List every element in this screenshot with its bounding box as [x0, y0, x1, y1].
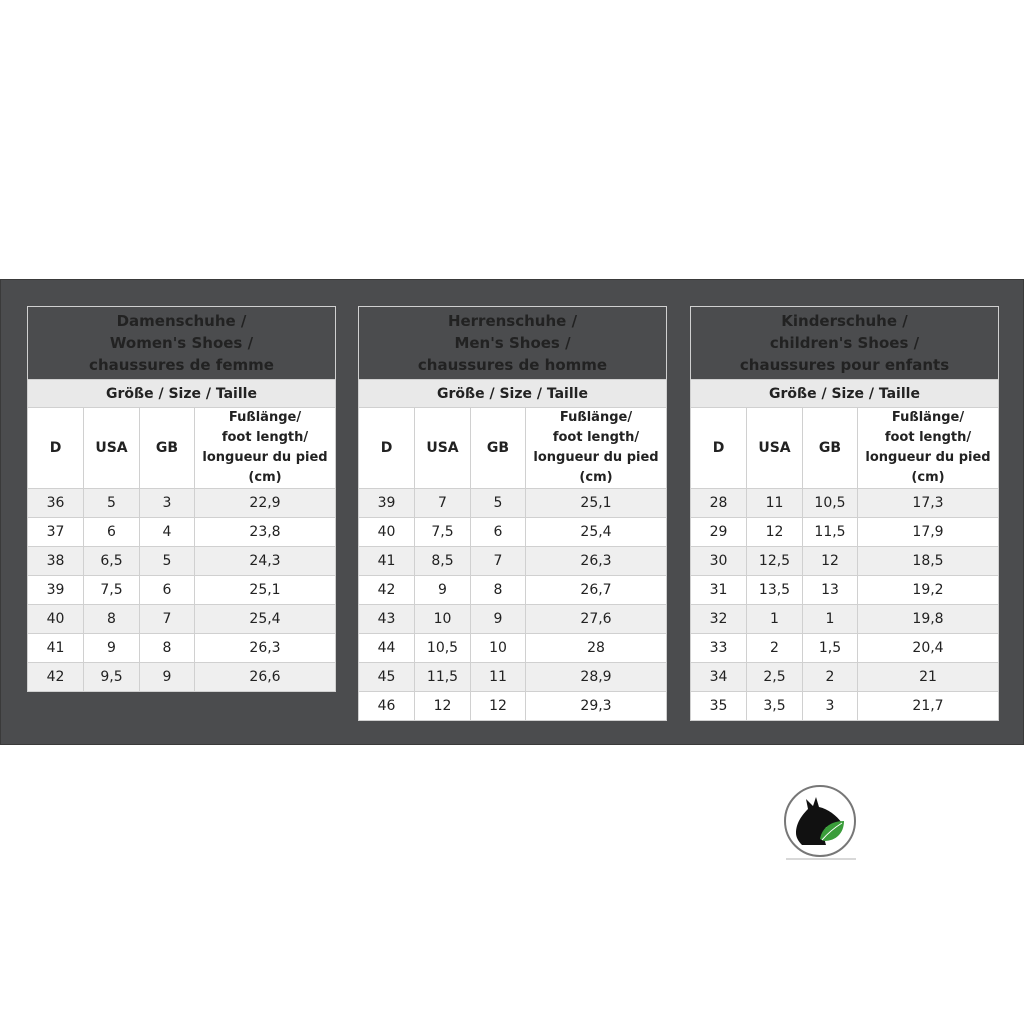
table-cell: 39 — [359, 489, 415, 518]
table-cell: 12 — [803, 547, 858, 576]
column-header: USA — [747, 408, 803, 489]
table-cell: 35 — [691, 692, 747, 721]
table-cell: 45 — [359, 663, 415, 692]
table-cell: 9 — [471, 605, 526, 634]
table-cell: 40 — [28, 605, 84, 634]
table-row — [359, 547, 667, 576]
table-cell: 30 — [691, 547, 747, 576]
table-cell: 19,2 — [858, 576, 999, 605]
table-cell: 6 — [471, 518, 526, 547]
table-cell: 1 — [747, 605, 803, 634]
column-header: Fußlänge/ foot length/ longueur du pied (cm) — [526, 408, 667, 489]
table-cell: 5 — [84, 489, 140, 518]
table-cell: 26,3 — [195, 634, 336, 663]
table-cell: 23,8 — [195, 518, 336, 547]
table-cell: 46 — [359, 692, 415, 721]
table-cell: 12 — [415, 692, 471, 721]
table-cell: 28 — [526, 634, 667, 663]
table-row — [28, 576, 336, 605]
column-header: GB — [471, 408, 526, 489]
table-cell: 8 — [471, 576, 526, 605]
table-cell: 17,9 — [858, 518, 999, 547]
table-cell: 2 — [747, 634, 803, 663]
table-cell: 6 — [140, 576, 195, 605]
table-cell: 44 — [359, 634, 415, 663]
column-header: GB — [803, 408, 858, 489]
table-cell: 9 — [140, 663, 195, 692]
women-size-table — [27, 306, 336, 692]
horse-head-leaf-icon — [786, 787, 854, 855]
table-row — [28, 605, 336, 634]
table-cell: 5 — [140, 547, 195, 576]
table-cell: 10 — [471, 634, 526, 663]
table-row — [691, 692, 999, 721]
table-cell: 21 — [858, 663, 999, 692]
size-subheader: Größe / Size / Taille — [691, 380, 999, 408]
table-cell: 7 — [415, 489, 471, 518]
table-row — [359, 489, 667, 518]
table-cell: 42 — [359, 576, 415, 605]
table-cell: 7 — [471, 547, 526, 576]
men-table-title: Herrenschuhe / Men's Shoes / chaussures de homme — [359, 307, 667, 380]
table-row — [359, 692, 667, 721]
table-cell: 38 — [28, 547, 84, 576]
table-row — [691, 576, 999, 605]
table-cell: 39 — [28, 576, 84, 605]
table-cell: 1,5 — [803, 634, 858, 663]
table-cell: 34 — [691, 663, 747, 692]
table-cell: 8 — [140, 634, 195, 663]
table-cell: 11,5 — [415, 663, 471, 692]
table-cell: 2,5 — [747, 663, 803, 692]
table-row — [28, 547, 336, 576]
table-cell: 29 — [691, 518, 747, 547]
table-cell: 24,3 — [195, 547, 336, 576]
size-chart-panel — [0, 279, 1024, 745]
table-cell: 25,4 — [195, 605, 336, 634]
table-row — [28, 489, 336, 518]
table-cell: 2 — [803, 663, 858, 692]
table-cell: 4 — [140, 518, 195, 547]
table-cell: 41 — [28, 634, 84, 663]
table-cell: 41 — [359, 547, 415, 576]
table-cell: 8,5 — [415, 547, 471, 576]
table-cell: 3,5 — [747, 692, 803, 721]
table-cell: 12,5 — [747, 547, 803, 576]
table-cell: 37 — [28, 518, 84, 547]
table-row — [28, 518, 336, 547]
table-cell: 7 — [140, 605, 195, 634]
table-cell: 18,5 — [858, 547, 999, 576]
table-cell: 32 — [691, 605, 747, 634]
table-cell: 13,5 — [747, 576, 803, 605]
table-row — [691, 605, 999, 634]
table-cell: 3 — [803, 692, 858, 721]
logo-underline — [786, 858, 856, 860]
table-cell: 10,5 — [415, 634, 471, 663]
column-header: D — [28, 408, 84, 489]
table-row — [691, 634, 999, 663]
table-row — [691, 663, 999, 692]
table-cell: 28 — [691, 489, 747, 518]
column-header: USA — [84, 408, 140, 489]
table-cell: 11,5 — [803, 518, 858, 547]
table-cell: 6 — [84, 518, 140, 547]
table-cell: 7,5 — [84, 576, 140, 605]
column-header: D — [691, 408, 747, 489]
table-cell: 33 — [691, 634, 747, 663]
table-cell: 9,5 — [84, 663, 140, 692]
horse-logo-icon — [784, 785, 856, 857]
table-cell: 17,3 — [858, 489, 999, 518]
table-cell: 7,5 — [415, 518, 471, 547]
table-row — [691, 547, 999, 576]
table-cell: 25,1 — [195, 576, 336, 605]
table-cell: 25,1 — [526, 489, 667, 518]
table-cell: 10 — [415, 605, 471, 634]
table-cell: 12 — [471, 692, 526, 721]
table-cell: 31 — [691, 576, 747, 605]
table-cell: 10,5 — [803, 489, 858, 518]
table-row — [359, 576, 667, 605]
table-cell: 8 — [84, 605, 140, 634]
women-table-title: Damenschuhe / Women's Shoes / chaussures de femme — [28, 307, 336, 380]
table-row — [28, 634, 336, 663]
table-cell: 11 — [747, 489, 803, 518]
table-cell: 25,4 — [526, 518, 667, 547]
table-cell: 26,7 — [526, 576, 667, 605]
table-cell: 26,6 — [195, 663, 336, 692]
table-cell: 13 — [803, 576, 858, 605]
table-row — [359, 605, 667, 634]
table-row — [691, 489, 999, 518]
men-size-table — [358, 306, 667, 721]
table-row — [359, 634, 667, 663]
table-row — [359, 518, 667, 547]
table-row — [691, 518, 999, 547]
table-cell: 20,4 — [858, 634, 999, 663]
table-cell: 3 — [140, 489, 195, 518]
table-cell: 29,3 — [526, 692, 667, 721]
table-cell: 42 — [28, 663, 84, 692]
table-cell: 19,8 — [858, 605, 999, 634]
column-header: Fußlänge/ foot length/ longueur du pied (cm) — [858, 408, 999, 489]
table-cell: 21,7 — [858, 692, 999, 721]
table-cell: 5 — [471, 489, 526, 518]
table-cell: 9 — [415, 576, 471, 605]
table-cell: 27,6 — [526, 605, 667, 634]
table-cell: 40 — [359, 518, 415, 547]
table-cell: 36 — [28, 489, 84, 518]
table-cell: 43 — [359, 605, 415, 634]
children-table-title: Kinderschuhe / children's Shoes / chaussures pour enfants — [691, 307, 999, 380]
table-row — [359, 663, 667, 692]
table-row — [28, 663, 336, 692]
table-cell: 6,5 — [84, 547, 140, 576]
table-cell: 9 — [84, 634, 140, 663]
table-cell: 12 — [747, 518, 803, 547]
column-header: GB — [140, 408, 195, 489]
table-cell: 1 — [803, 605, 858, 634]
column-header: Fußlänge/ foot length/ longueur du pied (cm) — [195, 408, 336, 489]
table-cell: 22,9 — [195, 489, 336, 518]
size-subheader: Größe / Size / Taille — [359, 380, 667, 408]
size-subheader: Größe / Size / Taille — [28, 380, 336, 408]
table-cell: 28,9 — [526, 663, 667, 692]
children-size-table — [690, 306, 999, 721]
table-cell: 11 — [471, 663, 526, 692]
column-header: USA — [415, 408, 471, 489]
column-header: D — [359, 408, 415, 489]
table-cell: 26,3 — [526, 547, 667, 576]
